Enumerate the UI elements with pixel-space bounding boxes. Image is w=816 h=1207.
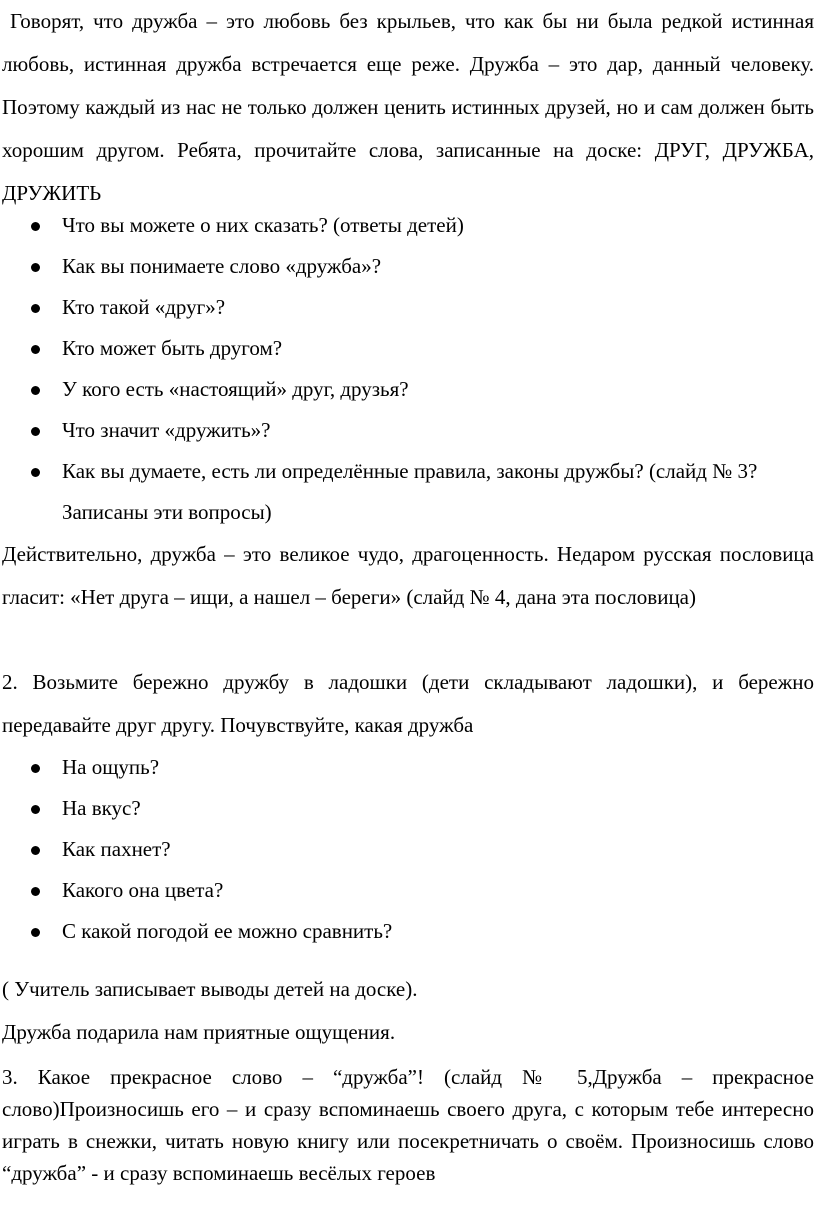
summary-paragraph: Дружба подарила нам приятные ощущения. [2,1020,396,1044]
list-item: Что значит «дружить»? [0,410,816,451]
questions-list-2 [0,747,816,952]
list-item: Что вы можете о них сказать? (ответы детей) [0,205,816,246]
bullet-icon [31,222,40,231]
intro-paragraph: Говорят, что дружба – это любовь без крыльев, что как бы ни была редкой истинная любовь, истинная дружба встречается еще реже. Дружба – это дар, данный человеку. Поэтому каждый из нас не только должен ценить истинных друзей, но и сам должен быть хорошим другом. Ребята, прочитайте слова, записанные на доске: ДРУГ, ДРУЖБА, ДРУЖИТЬ [2,9,814,205]
bullet-icon [31,427,40,436]
list-item: Как вы думаете, есть ли определённые правила, законы дружбы? (слайд № 3? Записаны эти вопросы) [0,451,816,533]
bullet-icon [31,887,40,896]
list-item: Кто может быть другом? [0,328,816,369]
list-item: С какой погодой ее можно сравнить? [0,911,816,952]
bullet-icon [31,345,40,354]
bullet-icon [31,263,40,272]
bullet-icon [31,386,40,395]
list-item: Как пахнет? [0,829,816,870]
exercise-paragraph: 2. Возьмите бережно дружбу в ладошки (дети складывают ладошки), и бережно передавайте друг другу. Почувствуйте, какая дружба [2,670,814,737]
list-item: У кого есть «настоящий» друг, друзья? [0,369,816,410]
proverb-paragraph: Действительно, дружба – это великое чудо, драгоценность. Недаром русская пословица гласит: «Нет друга – ищи, а нашел – береги» (слайд № 4, дана эта пословица) [2,542,814,609]
bullet-icon [31,805,40,814]
closing-paragraph: 3. Какое прекрасное слово – “дружба”! (слайд № 5,Дружба – прекрасное слово)Произносишь его – и сразу вспоминаешь своего друга, с которым тебе интересно играть в снежки, читать новую книгу или посекретничать о своём. Произносишь слово “дружба” - и сразу вспоминаешь весёлых героев [2,1065,814,1185]
list-item: На ощупь? [0,747,816,788]
list-item: Какого она цвета? [0,870,816,911]
bullet-icon [31,846,40,855]
list-item: На вкус? [0,788,816,829]
list-item: Кто такой «друг»? [0,287,816,328]
questions-list-1 [0,205,816,533]
teacher-note: ( Учитель записывает выводы детей на доске). [2,977,418,1001]
bullet-icon [31,764,40,773]
bullet-icon [31,928,40,937]
bullet-icon [31,304,40,313]
list-item: Как вы понимаете слово «дружба»? [0,246,816,287]
bullet-icon [31,468,40,477]
